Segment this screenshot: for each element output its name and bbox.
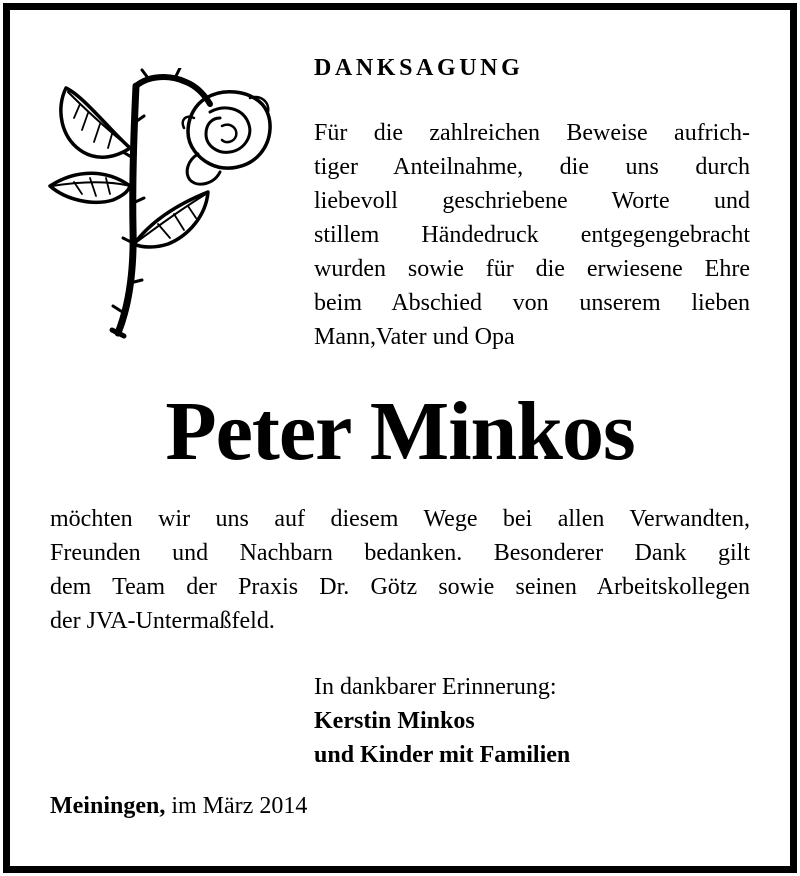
notice-heading: DANKSAGUNG xyxy=(314,55,524,81)
place-date-line xyxy=(50,793,307,820)
signer-family: und Kinder mit Familien xyxy=(314,742,571,768)
place: Meiningen, xyxy=(50,793,166,819)
closing-line: In dankbarer Erinnerung: xyxy=(314,674,557,700)
intro-line: Mann,Vater und Opa xyxy=(314,324,515,350)
intro-line: liebevoll geschriebene Worte und xyxy=(314,188,750,214)
date: im März 2014 xyxy=(171,793,308,819)
body-line: dem Team der Praxis Dr. Götz sowie seinen Arbeitskollegen xyxy=(50,574,750,600)
body-text xyxy=(50,502,750,638)
intro-line: beim Abschied von unserem lieben xyxy=(314,290,750,316)
body-line: der JVA-Untermaßfeld. xyxy=(50,608,275,634)
closing-block xyxy=(314,670,570,772)
intro-line: Für die zahlreichen Beweise aufrich- xyxy=(314,120,750,146)
intro-text xyxy=(314,116,750,354)
intro-line: wurden sowie für die erwiesene Ehre xyxy=(314,256,750,282)
body-line: möchten wir uns auf diesem Wege bei allen Verwandten, xyxy=(50,506,750,532)
signer-name: Kerstin Minkos xyxy=(314,708,475,734)
intro-line: stillem Händedruck entgegengebracht xyxy=(314,222,750,248)
deceased-name: Peter Minkos xyxy=(165,385,635,478)
body-line: Freunden und Nachbarn bedanken. Besonderer Dank gilt xyxy=(50,540,750,566)
intro-line: tiger Anteilnahme, die uns durch xyxy=(314,154,750,180)
rose-icon xyxy=(38,68,278,343)
